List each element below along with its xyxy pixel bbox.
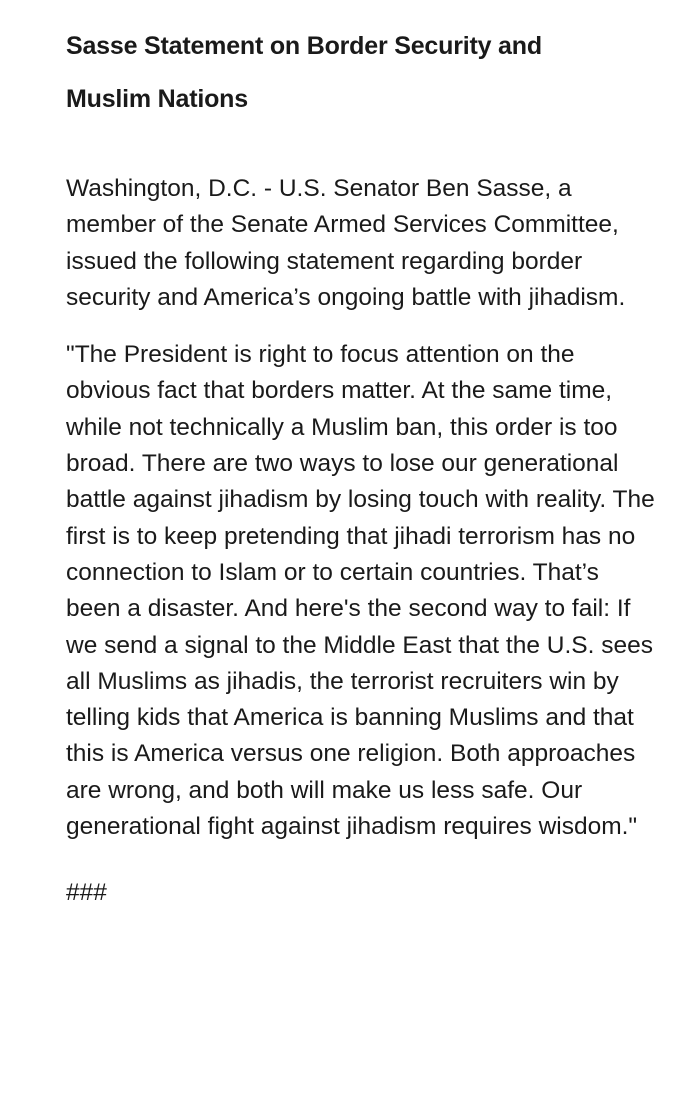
- end-mark: ###: [66, 879, 107, 907]
- intro-paragraph: Washington, D.C. - U.S. Senator Ben Sasse, a member of the Senate Armed Services Committee, issued the following statement regarding border security and America’s ongoing battle with jihadism.: [66, 175, 626, 311]
- quote-paragraph: "The President is right to focus attention on the obvious fact that borders matter. At the same time, while not technically a Muslim ban, this order is too broad. There are two ways to lose our generational battle against jihadism by losing touch with reality. The first is to keep pretending that jihadi terrorism has no connection to Islam or to certain countries. That’s been a disaster. And here's the second way to fail: If we send a signal to the Middle East that the U.S. sees all Muslims as jihadis, the terrorist recruiters win by telling kids that America is banning Muslims and that this is America versus one religion. Both approaches are wrong, and both will make us less safe. Our generational fight against jihadism requires wisdom.": [66, 341, 655, 841]
- statement-title: Sasse Statement on Border Security and Muslim Nations: [66, 32, 542, 113]
